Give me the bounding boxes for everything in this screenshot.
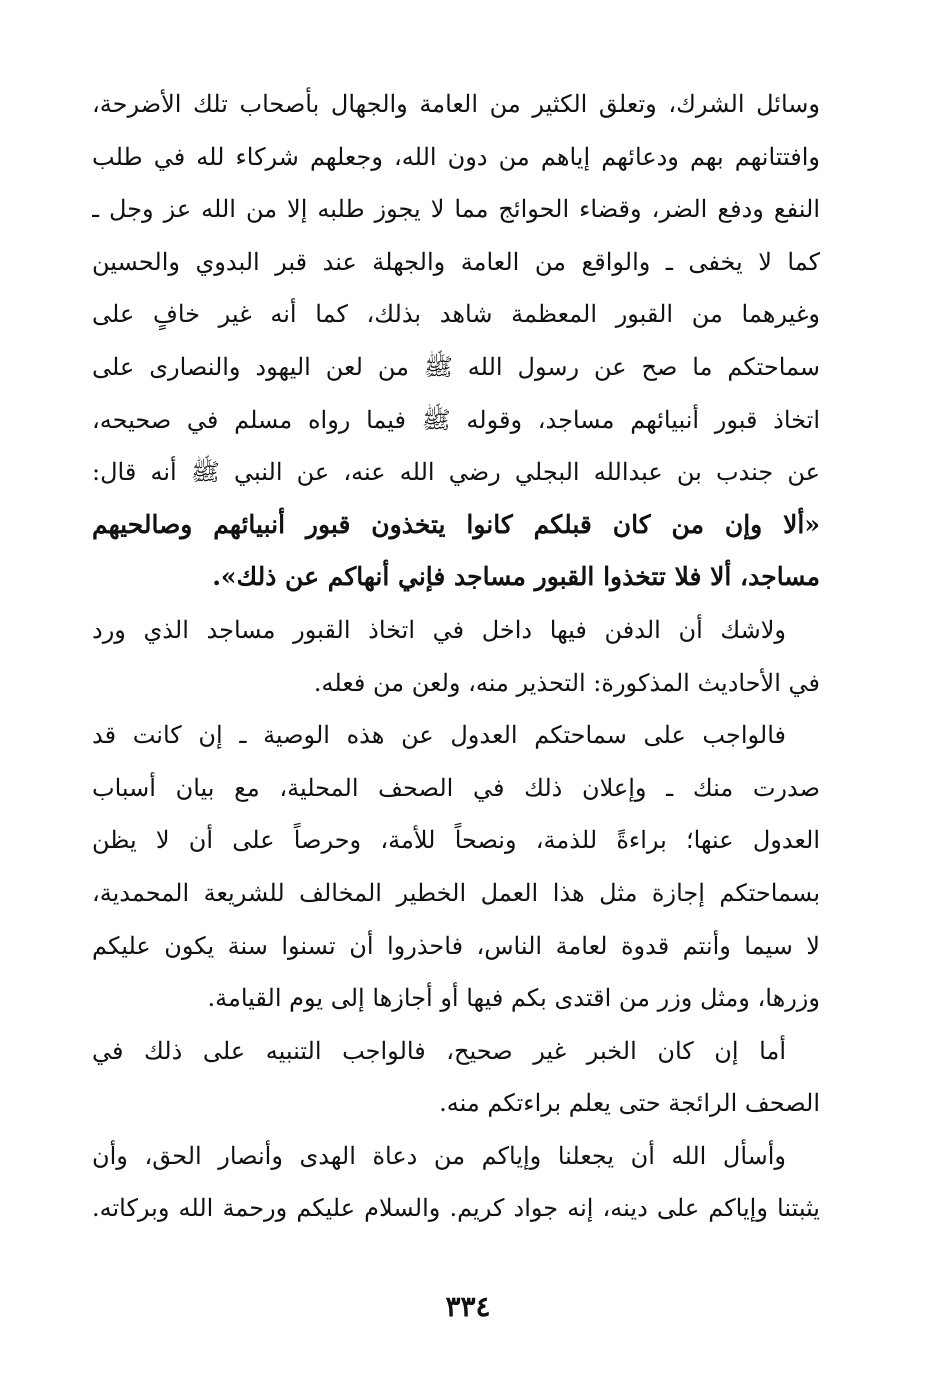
text-line-14: صدرت منك ـ وإعلان ذلك في الصحف المحلية، مع بيان أسباب — [92, 773, 820, 802]
text-line-16: بسماحتكم إجازة مثل هذا العمل الخطير المخالف للشريعة المحمدية، — [92, 878, 820, 907]
text-line-1: وسائل الشرك، وتعلق الكثير من العامة والجهال بأصحاب تلك الأضرحة، — [92, 90, 820, 118]
text-line-11: ولاشك أن الدفن فيها داخل في اتخاذ القبور مساجد الذي ورد — [92, 615, 786, 644]
text-line-3: النفع ودفع الضر، وقضاء الحوائج مما لا يجوز طلبه إلا من الله عز وجل ـ — [92, 195, 820, 224]
page-number: ٣٣٤ — [445, 1290, 491, 1323]
text-line-12: في الأحاديث المذكورة: التحذير منه، ولعن من فعله. — [313, 668, 820, 697]
text-line-2: وافتتانهم بهم ودعائهم إياهم من دون الله، وجعلهم شركاء لله في طلب — [92, 142, 820, 171]
text-line-15: العدول عنها؛ براءةً للذمة، ونصحاً للأمة، وحرصاً على أن لا يظن — [92, 826, 820, 855]
text-line-20: الصحف الرائجة حتى يعلم براءتكم منه. — [439, 1089, 820, 1118]
hadith-quote-line-1: «ألا وإن من كان قبلكم كانوا يتخذون قبور أنبيائهم وصالحيهم — [92, 509, 820, 539]
text-line-7: اتخاذ قبور أنبيائهم مساجد، وقوله ﷺ فيما رواه مسلم في صحيحه، — [92, 405, 820, 434]
text-line-18: وزرها، ومثل وزر من اقتدى بكم فيها أو أجازها إلى يوم القيامة. — [207, 984, 820, 1013]
text-line-21: وأسأل الله أن يجعلنا وإياكم من دعاة الهدى وأنصار الحق، وأن — [92, 1141, 786, 1170]
text-line-17: لا سيما وأنتم قدوة لعامة الناس، فاحذروا أن تسنوا سنة يكون عليكم — [92, 931, 820, 960]
text-line-22: يثبتنا وإياكم على دينه، إنه جواد كريم. والسلام عليكم ورحمة الله وبركاته. — [92, 1194, 820, 1223]
text-line-13: فالواجب على سماحتكم العدول عن هذه الوصية ـ إن كانت قد — [92, 721, 786, 750]
body-text — [92, 78, 820, 1235]
text-line-4: كما لا يخفى ـ والواقع من العامة والجهلة عند قبر البدوي والحسين — [92, 247, 820, 276]
text-line-5: وغيرهما من القبور المعظمة شاهد بذلك، كما أنه غير خافٍ على — [92, 300, 820, 329]
text-line-6: سماحتكم ما صح عن رسول الله ﷺ من لعن اليهود والنصارى على — [92, 352, 820, 381]
text-line-19: أما إن كان الخبر غير صحيح، فالواجب التنبيه على ذلك في — [92, 1036, 786, 1065]
text-line-8: عن جندب بن عبدالله البجلي رضي الله عنه، عن النبي ﷺ أنه قال: — [92, 458, 820, 487]
hadith-quote-line-2: مساجد، ألا فلا تتخذوا القبور مساجد فإني أنهاكم عن ذلك». — [212, 562, 820, 592]
